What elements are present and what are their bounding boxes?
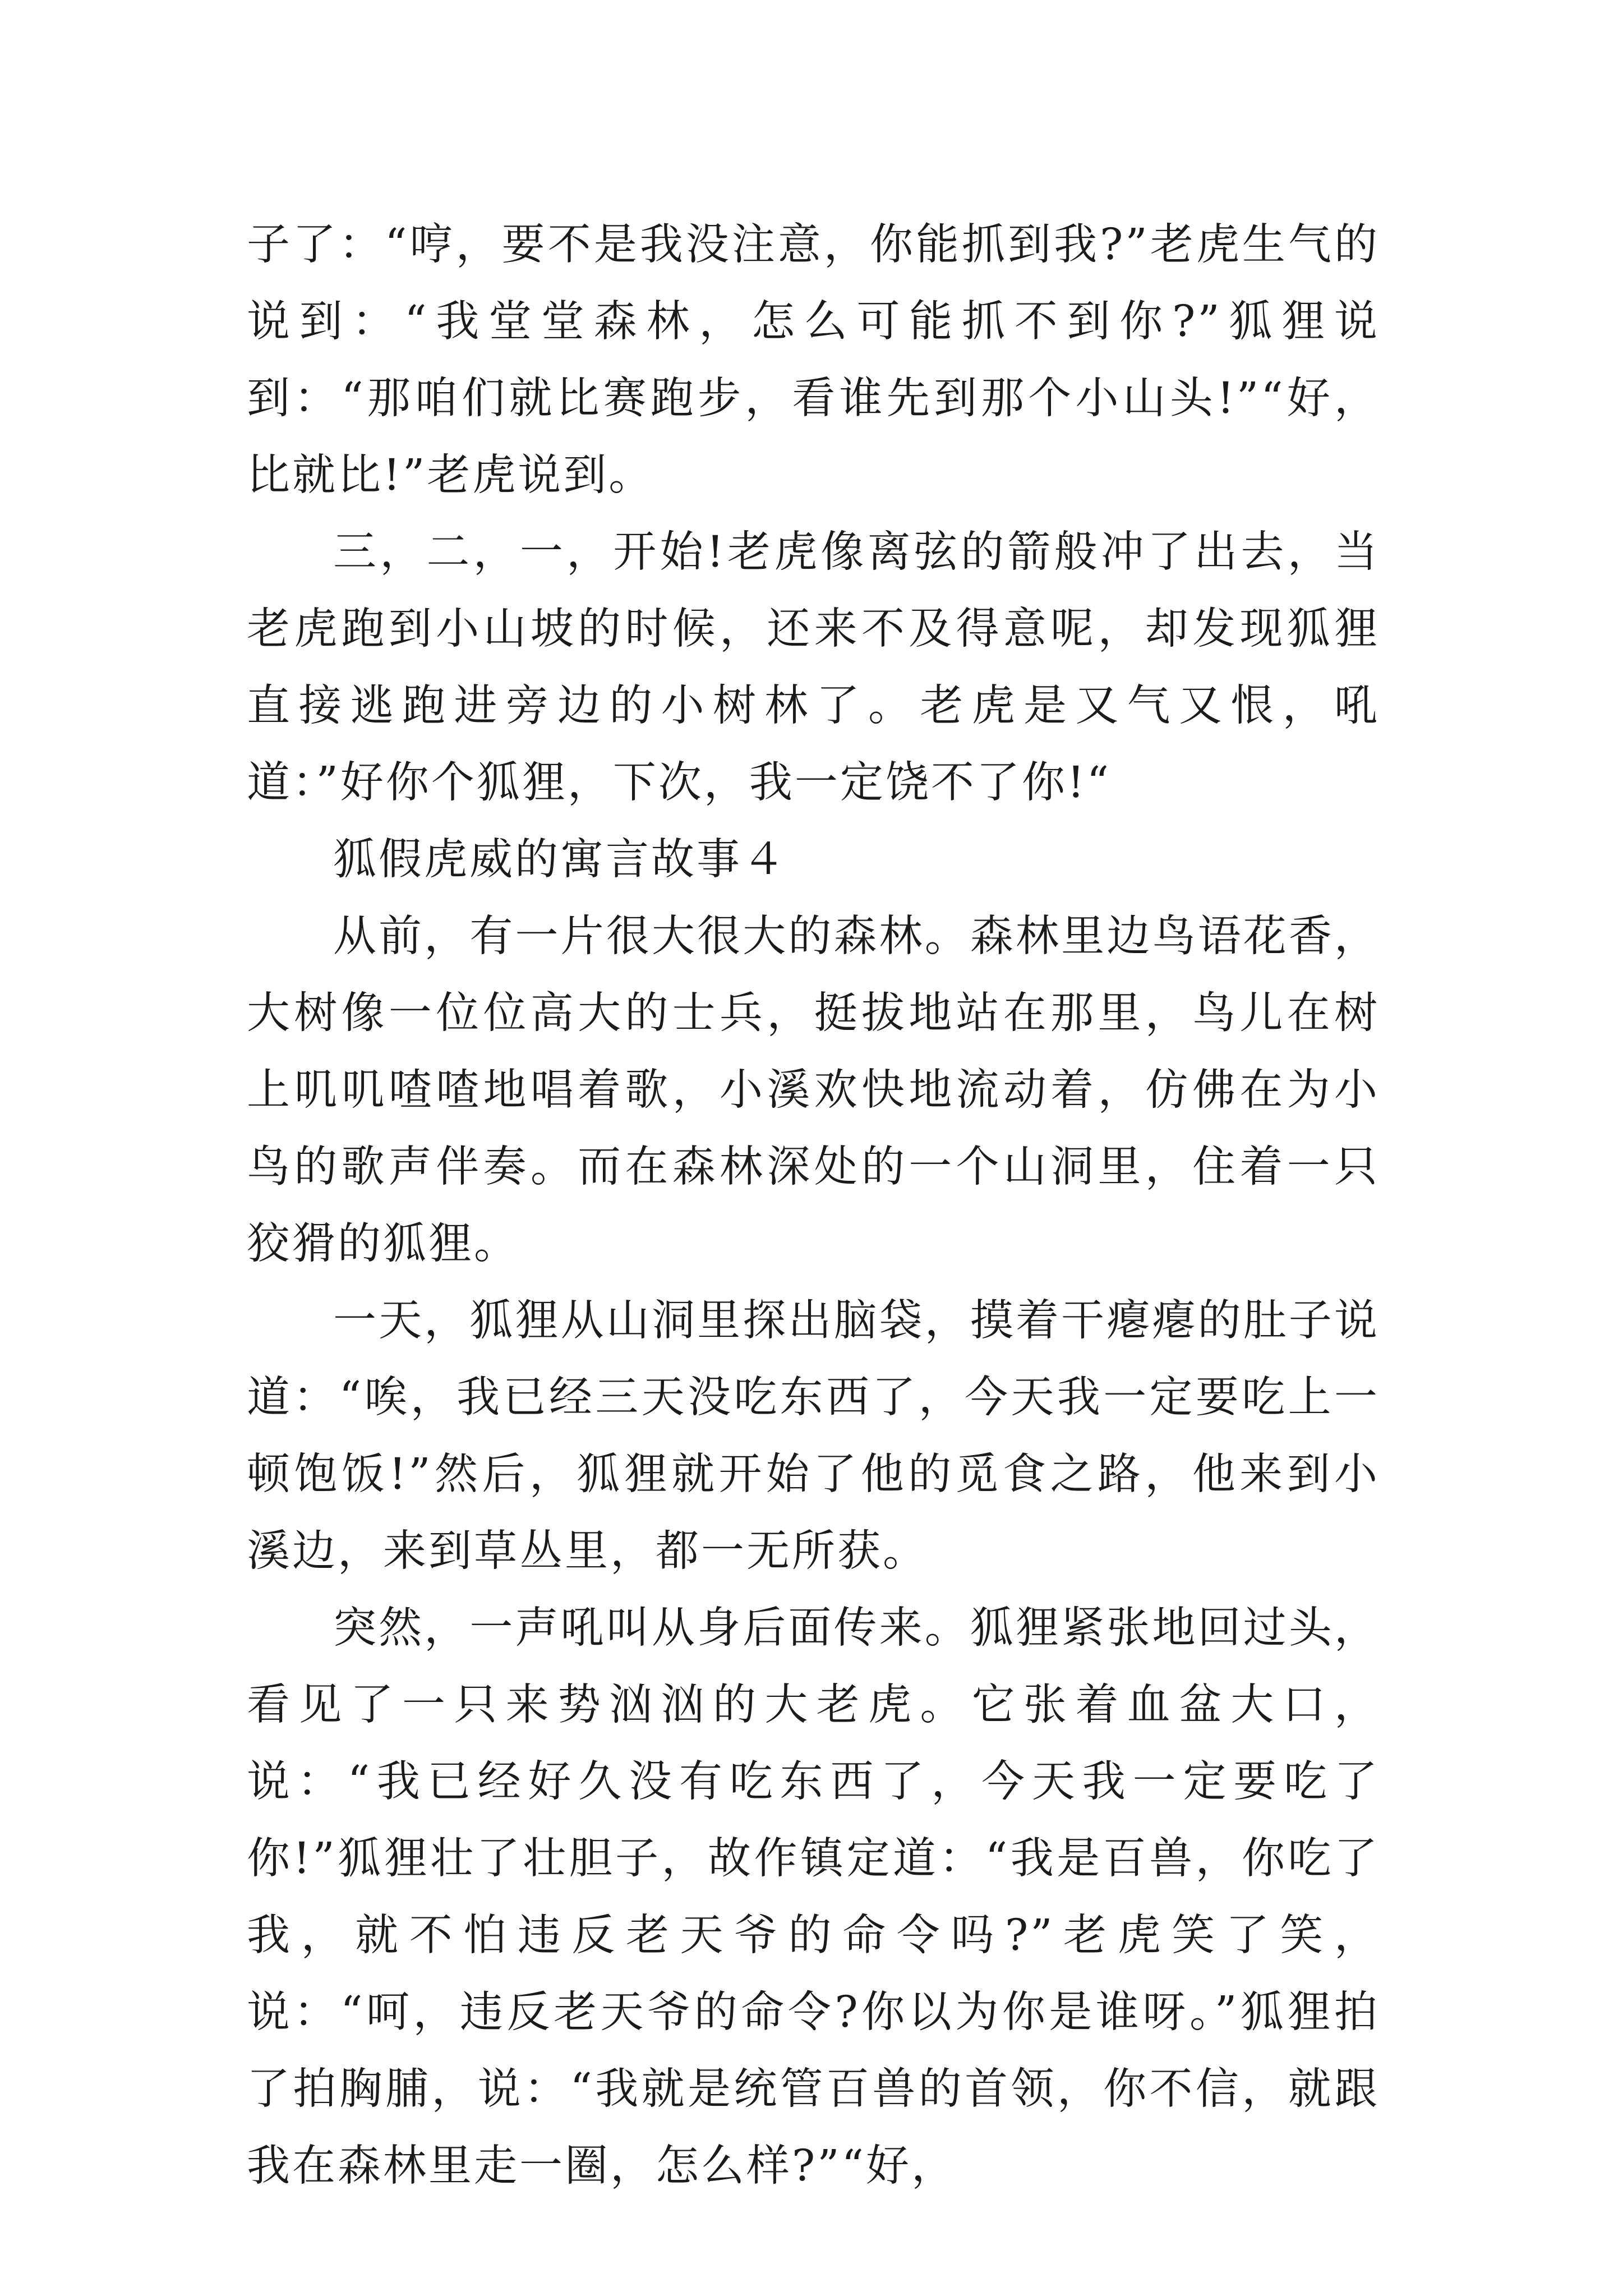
paragraph-continuation: 子了：“哼，要不是我没注意，你能抓到我?”老虎生气的说到：“我堂堂森林，怎么可能抓不到你?”狐狸说到：“那咱们就比赛跑步，看谁先到那个小山头!”“好，比就比!”老虎说到。 bbox=[247, 220, 1380, 500]
paragraph-race-start: 三，二，一，开始!老虎像离弦的箭般冲了出去，当老虎跑到小山坡的时候，还来不及得意呢，却发现狐狸直接逃跑进旁边的小树林了。老虎是又气又恨，吼道：”好你个狐狸，下次，我一定饶不了你!“ bbox=[247, 527, 1380, 808]
paragraph-forest-intro: 从前，有一片很大很大的森林。森林里边鸟语花香，大树像一位位高大的士兵，挺拔地站在那里，鸟儿在树上叽叽喳喳地唱着歌，小溪欢快地流动着，仿佛在为小鸟的歌声伴奏。而在森林深处的一个山洞里，住着一只狡猾的狐狸。 bbox=[247, 912, 1380, 1269]
section-heading: 狐假虎威的寓言故事４ bbox=[333, 835, 787, 885]
paragraph-fox-hungry: 一天，狐狸从山洞里探出脑袋，摸着干瘪瘪的肚子说道：“唉，我已经三天没吃东西了，今天我一定要吃上一顿饱饭!”然后，狐狸就开始了他的觅食之路，他来到小溪边，来到草丛里，都一无所获。 bbox=[247, 1296, 1380, 1576]
paragraph-tiger-appears: 突然，一声吼叫从身后面传来。狐狸紧张地回过头，看见了一只来势汹汹的大老虎。它张着血盆大口，说：“我已经好久没有吃东西了，今天我一定要吃了你!”狐狸壮了壮胆子，故作镇定道：“我是百兽，你吃了我，就不怕违反老天爷的命令吗?”老虎笑了笑，说：“呵，违反老天爷的命令?你以为你是谁呀。”狐狸拍了拍胸脯，说：“我就是统管百兽的首领，你不信，就跟我在森林里走一圈，怎么样?”“好， bbox=[247, 1603, 1380, 2191]
document-body bbox=[247, 206, 1380, 2205]
